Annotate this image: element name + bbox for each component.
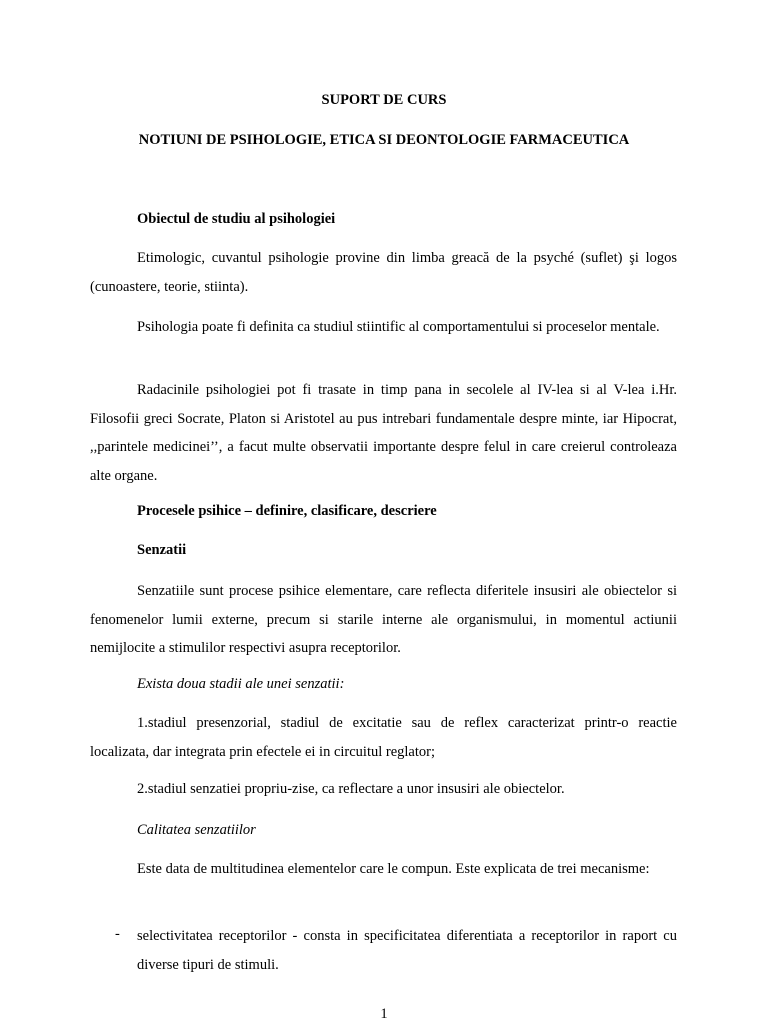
paragraph-stadiul-2: 2.stadiul senzatiei propriu-zise, ca reflectare a unor insusiri ale obiectelor. (137, 781, 565, 797)
page-number: 1 (380, 1006, 388, 1022)
section-heading-senzatii: Senzatii (137, 542, 187, 558)
section-heading-procese: Procesele psihice – definire, clasificare, descriere (137, 503, 437, 519)
italic-stadii: Exista doua stadii ale unei senzatii: (137, 676, 345, 692)
paragraph-definitie: Psihologia poate fi definita ca studiul stiintific al comportamentului si proceselor mentale. (137, 319, 660, 335)
italic-calitatea: Calitatea senzatiilor (137, 822, 256, 838)
paragraph-radacini: Radacinile psihologiei pot fi trasate in timp pana in secolele al IV-lea si al V-lea i.Hr. Filosofii greci Socrate, Platon si Aristotel au pus intrebari fundamentale despre minte, iar Hipocrat, ,,parintele medicinei’’, a facut multe observatii importante despre felul in care creierul controleaza alte organe. (90, 382, 677, 484)
section-heading-obiectul: Obiectul de studiu al psihologiei (137, 211, 336, 227)
paragraph-senzatii: Senzatiile sunt procese psihice elementare, care reflecta diferitele insusiri ale obiectelor si fenomenelor lumii externe, precum si starile interne ale organismului, in momentul actiunii nemijlocite a stimulilor respectivi asupra receptorilor. (90, 583, 677, 656)
paragraph-mecanisme: Este data de multitudinea elementelor care le compun. Este explicata de trei mecanisme: (137, 861, 650, 877)
document-subtitle: NOTIUNI DE PSIHOLOGIE, ETICA SI DEONTOLOGIE FARMACEUTICA (138, 132, 630, 148)
list-dash: - (115, 926, 120, 942)
paragraph-etimologic: Etimologic, cuvantul psihologie provine din limba greacă de la psyché (suflet) şi logos (cunoastere, teorie, stiinta). (90, 250, 677, 295)
paragraph-stadiul-1: 1.stadiul presenzorial, stadiul de excitatie sau de reflex caracterizat printr-o reactie localizata, dar integrata prin efectele ei in circuitul reglator; (90, 715, 677, 760)
list-item-selectivitatea: selectivitatea receptorilor - consta in specificitatea diferentiata a receptorilor in raport cu diverse tipuri de stimuli. (137, 928, 677, 973)
document-title: SUPORT DE CURS (321, 92, 447, 108)
